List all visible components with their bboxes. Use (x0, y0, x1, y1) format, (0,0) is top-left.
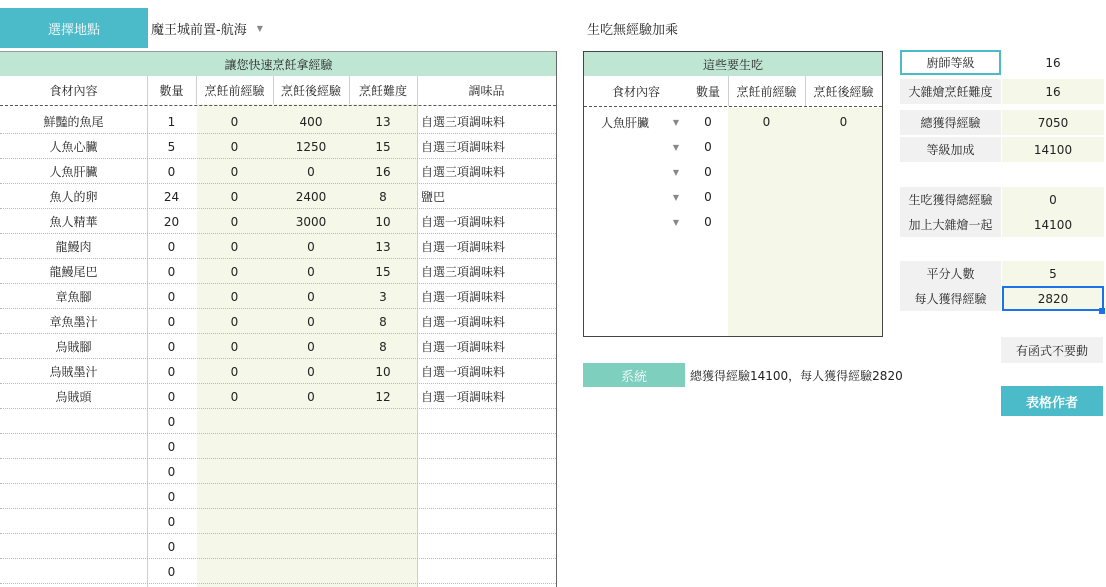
author-button[interactable]: 表格作者 (1001, 386, 1103, 416)
qty-cell[interactable]: 0 (167, 289, 176, 304)
qty-cell[interactable]: 0 (167, 239, 176, 254)
bonus-label: 等級加成 (900, 137, 1001, 162)
per-person-label: 每人獲得經驗 (900, 286, 1001, 311)
raw-qty-cell[interactable]: 0 (704, 215, 712, 229)
difficulty-cell: 13 (375, 114, 391, 129)
after-exp-cell: 1250 (295, 139, 327, 154)
difficulty-cell: 3 (379, 289, 387, 304)
qty-cell[interactable]: 0 (167, 389, 176, 404)
qty-cell[interactable]: 0 (167, 539, 176, 554)
raw-before-cell (728, 187, 805, 207)
people-label: 平分人數 (900, 261, 1001, 286)
difficulty-cell: 8 (379, 314, 387, 329)
raw-after-cell (805, 137, 882, 157)
raw-header-qty: 數量 (695, 84, 720, 99)
note-label: 有函式不要動 (1001, 337, 1103, 363)
ingredient-cell: 魚人精華 (49, 215, 98, 229)
chevron-down-icon[interactable]: ▼ (672, 167, 680, 177)
after-exp-cell: 0 (307, 364, 315, 379)
qty-cell[interactable]: 0 (167, 264, 176, 279)
ingredient-cell: 龍鰻肉 (55, 240, 92, 254)
raw-ingredient-select[interactable] (584, 212, 666, 232)
spice-cell: 自選一項調味料 (421, 240, 506, 254)
bonus-value: 14100 (1002, 137, 1104, 162)
after-exp-cell: 0 (307, 289, 315, 304)
total-exp-value: 7050 (1002, 110, 1104, 135)
raw-after-cell (805, 212, 882, 232)
chevron-down-icon[interactable]: ▼ (256, 23, 263, 33)
qty-cell[interactable]: 1 (167, 114, 176, 129)
before-exp-cell: 0 (230, 264, 239, 279)
raw-header-after: 烹飪後經驗 (813, 84, 874, 99)
qty-cell[interactable]: 0 (167, 464, 176, 479)
spice-cell: 自選一項調味料 (421, 290, 506, 304)
before-exp-cell: 0 (230, 364, 239, 379)
qty-cell[interactable]: 0 (167, 414, 176, 429)
before-exp-cell: 0 (230, 189, 239, 204)
header-qty: 數量 (159, 83, 184, 98)
combined-value: 14100 (1002, 212, 1104, 237)
raw-ingredient-select[interactable] (584, 137, 666, 157)
after-exp-cell: 0 (307, 314, 315, 329)
chef-level-value[interactable]: 16 (1045, 55, 1061, 70)
ingredient-cell: 章魚墨汁 (49, 315, 98, 329)
ingredient-cell: 烏賊墨汁 (49, 365, 98, 379)
chevron-down-icon[interactable]: ▼ (672, 117, 680, 127)
after-exp-cell: 0 (307, 164, 315, 179)
people-value[interactable]: 5 (1002, 261, 1104, 286)
ingredient-cell: 人魚心臟 (49, 140, 98, 154)
spice-cell: 自選三項調味料 (421, 265, 506, 279)
location-label: 選擇地點 (0, 8, 148, 48)
header-before-exp: 烹飪前經驗 (204, 83, 265, 98)
difficulty-cell: 8 (379, 189, 387, 204)
after-exp-cell: 3000 (295, 214, 327, 229)
raw-header-before: 烹飪前經驗 (736, 84, 797, 99)
selection-handle[interactable] (1099, 308, 1105, 314)
before-exp-cell: 0 (230, 339, 239, 354)
per-person-value[interactable]: 2820 (1002, 286, 1104, 311)
qty-cell[interactable]: 0 (167, 439, 176, 454)
before-exp-cell: 0 (230, 114, 239, 129)
ingredient-cell: 烏賊頭 (55, 390, 92, 404)
qty-cell[interactable]: 24 (163, 189, 180, 204)
before-exp-cell: 0 (230, 239, 239, 254)
before-exp-cell: 0 (230, 314, 239, 329)
after-exp-cell: 0 (307, 339, 315, 354)
after-exp-cell: 0 (307, 264, 315, 279)
ingredient-cell: 鮮豔的魚尾 (43, 115, 104, 129)
raw-before-cell: 0 (762, 115, 771, 129)
raw-after-cell (805, 187, 882, 207)
before-exp-cell: 0 (230, 139, 239, 154)
header-spice: 調味品 (468, 83, 505, 98)
header-ingredient: 食材內容 (49, 83, 98, 98)
cooking-table-title: 讓您快速烹飪拿經驗 (0, 51, 557, 76)
difficulty-cell: 10 (375, 364, 391, 379)
raw-before-cell (728, 137, 805, 157)
total-exp-label: 總獲得經驗 (900, 110, 1001, 135)
ingredient-cell: 人魚肝臟 (49, 165, 98, 179)
qty-cell[interactable]: 0 (167, 164, 176, 179)
qty-cell[interactable]: 20 (163, 214, 180, 229)
raw-title: 生吃無經驗加乘 (587, 22, 679, 38)
difficulty-value: 16 (1002, 79, 1104, 104)
system-message: 總獲得經驗14100，每人獲得經驗2820 (690, 368, 903, 383)
spice-cell: 自選一項調味料 (421, 390, 506, 404)
difficulty-cell: 10 (375, 214, 391, 229)
qty-cell[interactable]: 0 (167, 564, 176, 579)
before-exp-cell: 0 (230, 214, 239, 229)
raw-qty-cell[interactable]: 0 (704, 190, 712, 204)
spice-cell: 自選三項調味料 (421, 115, 506, 129)
ingredient-cell: 烏賊腳 (55, 340, 92, 354)
spice-cell: 自選一項調味料 (421, 340, 506, 354)
raw-table (583, 51, 883, 337)
chef-level-label: 廚師等級 (900, 50, 1001, 75)
raw-exp-label: 生吃獲得總經驗 (900, 187, 1001, 212)
raw-ingredient-select[interactable]: 人魚肝臟 (600, 115, 649, 130)
location-select[interactable] (151, 18, 271, 38)
spice-cell: 鹽巴 (421, 190, 446, 204)
raw-before-cell (728, 212, 805, 232)
spice-cell: 自選一項調味料 (421, 365, 506, 379)
spice-cell: 自選一項調味料 (421, 215, 506, 229)
qty-cell[interactable]: 0 (167, 364, 176, 379)
qty-cell[interactable]: 0 (167, 514, 176, 529)
raw-qty-cell[interactable]: 0 (704, 165, 712, 179)
after-exp-cell: 400 (299, 114, 323, 129)
after-exp-cell: 0 (307, 389, 315, 404)
difficulty-cell: 8 (379, 339, 387, 354)
spice-cell: 自選一項調味料 (421, 315, 506, 329)
combined-label: 加上大雜燴一起 (900, 212, 1001, 237)
difficulty-cell: 13 (375, 239, 391, 254)
before-exp-cell: 0 (230, 164, 239, 179)
ingredient-cell: 龍鰻尾巴 (49, 265, 98, 279)
raw-header-ingredient: 食材內容 (611, 84, 660, 99)
difficulty-cell: 12 (375, 389, 391, 404)
qty-cell[interactable]: 5 (167, 139, 176, 154)
cooking-table (0, 51, 557, 587)
difficulty-cell: 15 (375, 264, 391, 279)
system-label: 系統 (583, 363, 685, 387)
before-exp-cell: 0 (230, 389, 239, 404)
qty-cell[interactable]: 0 (167, 339, 176, 354)
location-value: 魔王城前置-航海 (151, 22, 247, 38)
chevron-down-icon[interactable]: ▼ (672, 217, 680, 227)
ingredient-cell: 章魚腳 (55, 290, 92, 304)
spice-cell: 自選三項調味料 (421, 165, 506, 179)
header-after-exp: 烹飪後經驗 (280, 83, 341, 98)
raw-after-cell: 0 (839, 115, 848, 129)
after-exp-cell: 2400 (295, 189, 327, 204)
raw-table-title: 這些要生吃 (584, 52, 882, 76)
difficulty-cell: 15 (375, 139, 391, 154)
header-difficulty: 烹飪難度 (358, 83, 407, 98)
raw-qty-cell[interactable]: 0 (704, 140, 712, 154)
raw-ingredient-select[interactable] (584, 162, 666, 182)
difficulty-cell: 16 (375, 164, 391, 179)
chevron-down-icon[interactable]: ▼ (672, 192, 680, 202)
raw-exp-value: 0 (1002, 187, 1104, 212)
raw-ingredient-select[interactable] (584, 187, 666, 207)
raw-after-cell (805, 162, 882, 182)
ingredient-cell: 魚人的卵 (49, 190, 98, 204)
spice-cell: 自選三項調味料 (421, 140, 506, 154)
chevron-down-icon[interactable]: ▼ (672, 142, 680, 152)
qty-cell[interactable]: 0 (167, 314, 176, 329)
raw-qty-cell[interactable]: 0 (704, 115, 712, 129)
stats-panel (899, 48, 1106, 348)
after-exp-cell: 0 (307, 239, 315, 254)
qty-cell[interactable]: 0 (167, 489, 176, 504)
before-exp-cell: 0 (230, 289, 239, 304)
raw-before-cell (728, 162, 805, 182)
difficulty-label: 大雜燴烹飪難度 (900, 79, 1001, 104)
